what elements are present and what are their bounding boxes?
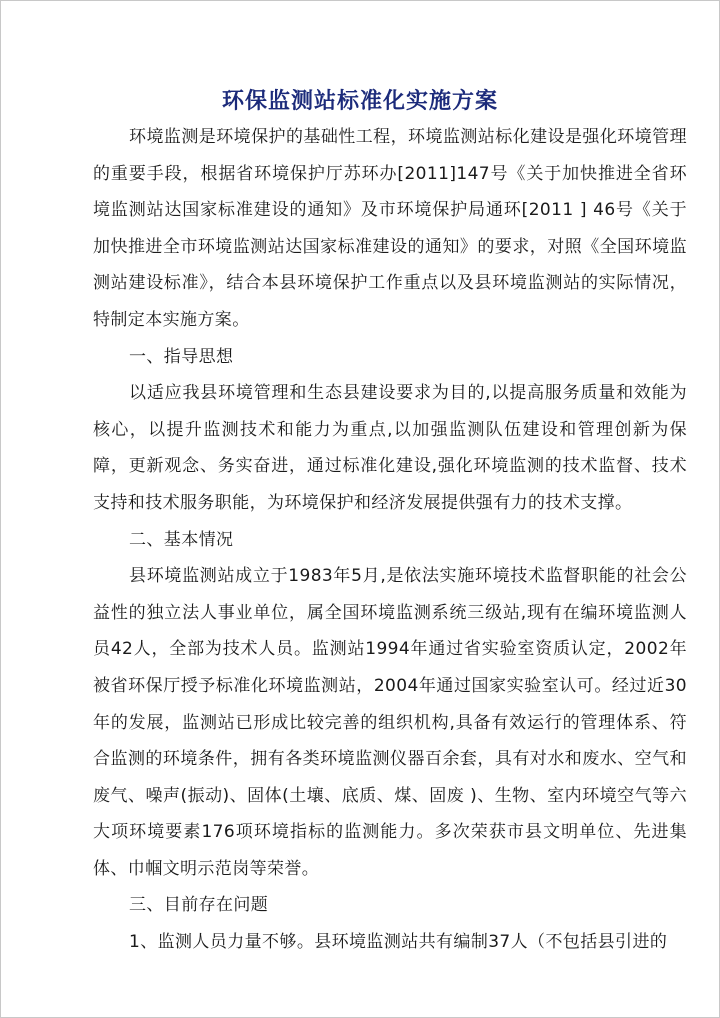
guiding-ideology-paragraph: 以适应我县环境管理和生态县建设要求为目的,以提高服务质量和效能为核心，以提升监测技术和能力为重点,以加强监测队伍建设和管理创新为保障，更新观念、务实奋进，通过标准化建设,强化环境监测的技术监督、技术支持和技术服务职能，为环境保护和经济发展提供强有力的技术支撑。	[93, 383, 687, 513]
basic-situation-paragraph: 县环境监测站成立于1983年5月,是依法实施环境技术监督职能的社会公益性的独立法人事业单位，属全国环境监测系统三级站,现有在编环境监测人员42人，全部为技术人员。监测站1994年通过省实验室资质认定，2002年被省环保厅授予标准化环境监测站，2004年通过国家实验室认可。经过近30年的发展，监测站已形成比较完善的组织机构,具备有效运行的管理体系、符合监测的环境条件，拥有各类环境监测仪器百余套，具有对水和废水、空气和废气、噪声(振动)、固体(土壤、底质、煤、固废 )、生物、室内环境空气等六大项环境要素176项环境指标的监测能力。多次荣获市县文明单位、先进集体、巾帼文明示范岗等荣誉。	[93, 566, 687, 879]
section-heading-current-problems: 三、目前存在问题	[129, 895, 269, 916]
document-title: 环保监测站标准化实施方案	[221, 89, 498, 114]
intro-paragraph: 环境监测是环境保护的基础性工程，环境监测站标化建设是强化环境管理的重要手段，根据省环境保护厅苏环办[2011]147号《关于加快推进全省环境监测站达国家标准建设的通知》及市环境保护局通环[2011 ] 46号《关于加快推进全市环境监测站达国家标准建设的通知》的要求，对照《全国环境监测站建设标准》，结合本县环境保护工作重点以及县环境监测站的实际情况，特制定本实施方案。	[93, 127, 687, 330]
section-heading-basic-situation: 二、基本情况	[129, 529, 234, 550]
current-problems-item-1: 1、监测人员力量不够。县环境监测站共有编制37人（不包括县引进的	[129, 932, 668, 953]
section-heading-guiding-ideology: 一、指导思想	[129, 346, 234, 367]
document-body	[93, 119, 687, 961]
